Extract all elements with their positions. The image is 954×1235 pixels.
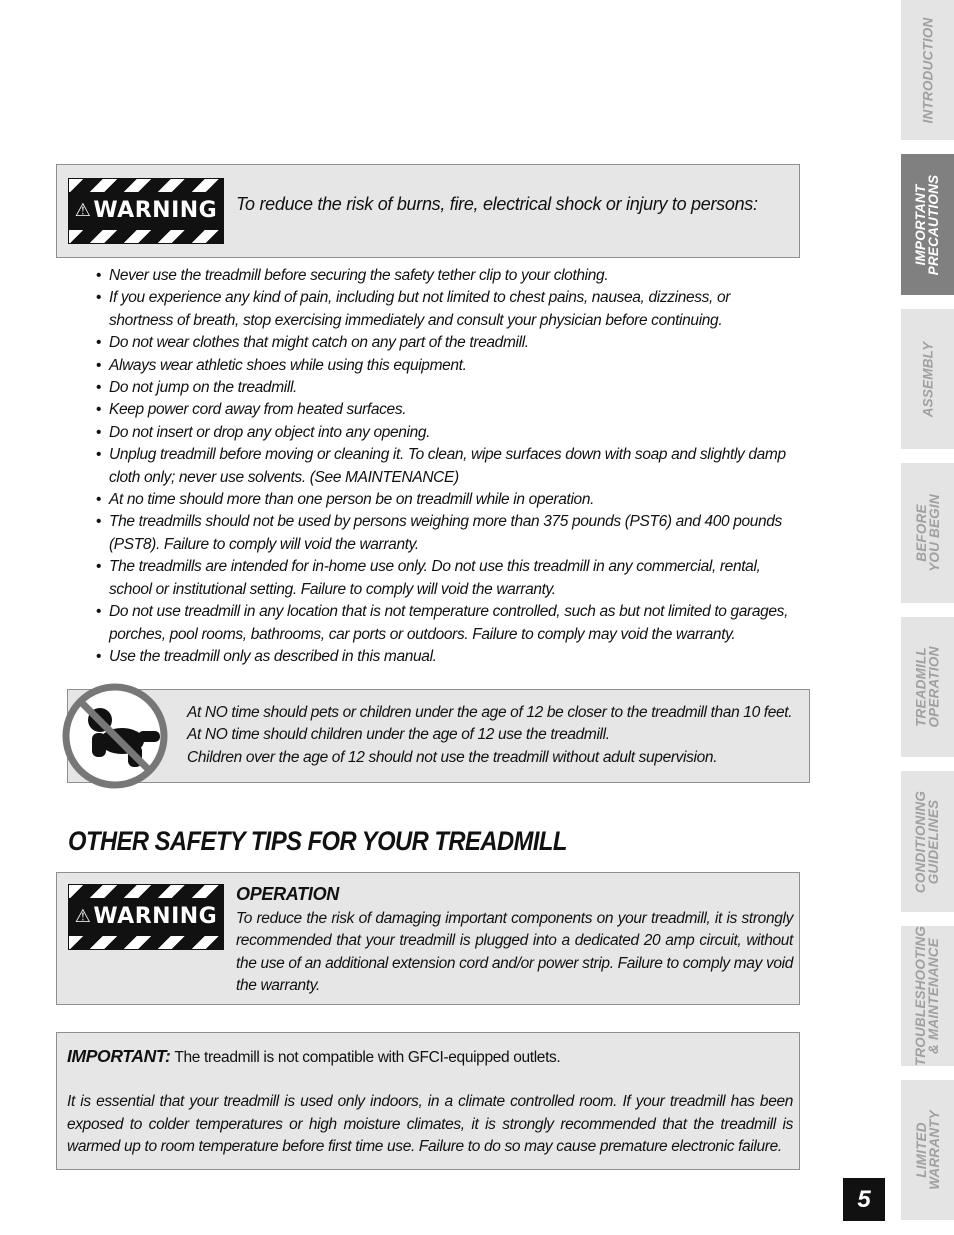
list-item: • Use the treadmill only as described in this manual. — [96, 646, 794, 668]
page-number: 5 — [843, 1178, 885, 1221]
tab-introduction[interactable]: INTRODUCTION — [901, 0, 954, 140]
list-item: • Never use the treadmill before securing the safety tether clip to your clothing. — [96, 265, 794, 287]
list-item: • Unplug treadmill before moving or cleaning it. To clean, wipe surfaces down with soap and slightly damp cloth only; never use solvents. (See MAINTENANCE) — [96, 444, 794, 489]
list-item: • The treadmills should not be used by persons weighing more than 375 pounds (PST6) and 400 pounds (PST8). Failure to comply will void the warranty. — [96, 511, 794, 556]
list-item: • At no time should more than one person be on treadmill while in operation. — [96, 489, 794, 511]
warning-intro-text: To reduce the risk of burns, fire, electrical shock or injury to persons: — [236, 194, 758, 214]
safety-bullet-list — [96, 265, 794, 668]
tab-important-precautions[interactable]: IMPORTANT PRECAUTIONS — [901, 154, 954, 295]
list-item: • Do not insert or drop any object into any opening. — [96, 422, 794, 444]
warning-triangle-icon: ⚠ — [74, 906, 92, 927]
important-label: IMPORTANT: — [67, 1046, 171, 1066]
tab-assembly[interactable]: ASSEMBLY — [901, 309, 954, 449]
important-paragraph: It is essential that your treadmill is used only indoors, in a climate controlled room. If your treadmill has been exposed to colder temperatures or high moisture climates, it is strongly recommended that the treadmill is warmed up to room temperature before first time use. Failure to do so may cause premature electronic failure. — [67, 1093, 793, 1156]
operation-title: OPERATION — [236, 884, 339, 904]
children-line: At NO time should pets or children under the age of 12 be closer to the treadmill than 10 feet. — [187, 704, 793, 721]
warning-badge: ⚠WARNING — [68, 178, 224, 244]
children-warning-text — [187, 702, 797, 769]
warning-triangle-icon: ⚠ — [74, 200, 92, 221]
operation-text: To reduce the risk of damaging important components on your treadmill, it is strongly recommended that your treadmill is plugged into a dedicated 20 amp circuit, without the use of an additional extension cord and/or power strip. Failure to comply may void the warranty. — [236, 910, 793, 995]
no-children-icon — [62, 683, 168, 789]
children-line: Children over the age of 12 should not use the treadmill without adult supervision. — [187, 748, 718, 766]
tab-conditioning-guidelines[interactable]: CONDITIONING GUIDELINES — [901, 771, 954, 912]
list-item: • Always wear athletic shoes while using this equipment. — [96, 355, 794, 377]
list-item: • The treadmills are intended for in-home use only. Do not use this treadmill in any commercial, rental, school or institutional setting. Failure to comply will void the warranty. — [96, 556, 794, 601]
list-item: • Do not jump on the treadmill. — [96, 377, 794, 399]
tab-before-you-begin[interactable]: BEFORE YOU BEGIN — [901, 463, 954, 603]
list-item: • If you experience any kind of pain, including but not limited to chest pains, nausea, dizziness, or shortness of breath, stop exercising immediately and consult your physician before continuing. — [96, 287, 794, 332]
list-item: • Keep power cord away from heated surfaces. — [96, 399, 794, 421]
list-item: • Do not wear clothes that might catch on any part of the treadmill. — [96, 332, 794, 354]
tab-troubleshooting-maintenance[interactable]: TROUBLESHOOTING & MAINTENANCE — [901, 926, 954, 1066]
important-note: The treadmill is not compatible with GFCI-equipped outlets. — [174, 1049, 561, 1066]
list-item: • Do not use treadmill in any location that is not temperature controlled, such as but not limited to garages, porches, pool rooms, bathrooms, car ports or outdoors. Failure to comply may void the warranty. — [96, 601, 794, 646]
tab-limited-warranty[interactable]: LIMITED WARRANTY — [901, 1080, 954, 1220]
warning-badge: ⚠WARNING — [68, 884, 224, 950]
tab-treadmill-operation[interactable]: TREADMILL OPERATION — [901, 617, 954, 757]
important-text — [67, 1045, 793, 1159]
children-line: At NO time should children under the age of 12 use the treadmill. — [187, 726, 610, 744]
section-heading: OTHER SAFETY TIPS FOR YOUR TREADMILL — [68, 826, 567, 856]
